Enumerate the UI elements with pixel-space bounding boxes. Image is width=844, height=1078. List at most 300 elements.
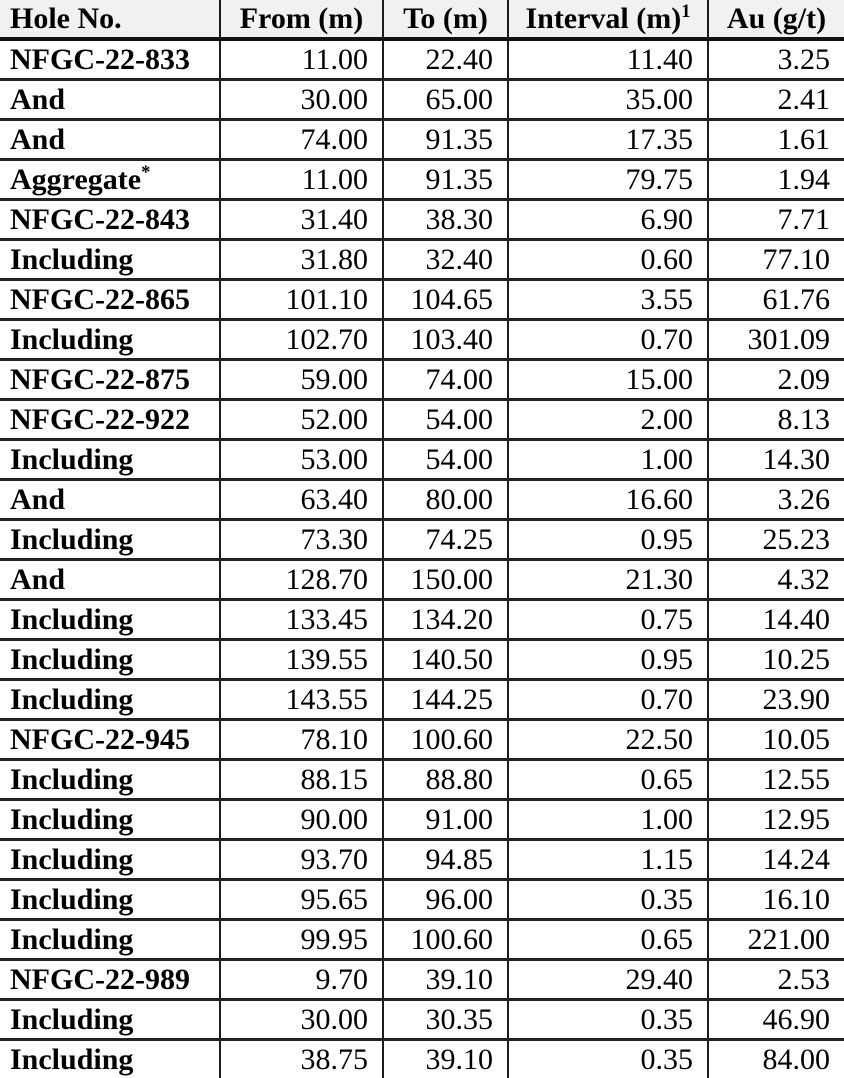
value-text: 0.35 [641, 883, 694, 916]
table-row [0, 640, 844, 680]
cell-hole [0, 560, 220, 600]
cell-interval [508, 960, 708, 1000]
cell-from [220, 640, 383, 680]
value-text: 140.50 [411, 643, 494, 676]
cell-from [220, 120, 383, 160]
cell-au [708, 320, 844, 360]
cell-from [220, 600, 383, 640]
value-text: 0.75 [641, 603, 694, 636]
cell-from [220, 160, 383, 200]
cell-hole [0, 80, 220, 120]
table-row [0, 39, 844, 80]
cell-au [708, 480, 844, 520]
cell-interval [508, 600, 708, 640]
cell-to [383, 800, 508, 840]
cell-au [708, 640, 844, 680]
value-text: 14.24 [763, 843, 831, 876]
cell-hole [0, 640, 220, 680]
value-text: 100.60 [411, 923, 494, 956]
value-text: 30.35 [426, 1003, 494, 1036]
hole-label: Including [10, 643, 133, 676]
cell-au [708, 960, 844, 1000]
cell-to [383, 760, 508, 800]
cell-hole [0, 800, 220, 840]
cell-interval [508, 160, 708, 200]
hole-label: Including [10, 843, 133, 876]
header-label: Interval (m) [525, 2, 681, 35]
value-text: 88.15 [301, 763, 369, 796]
cell-hole [0, 360, 220, 400]
cell-au [708, 880, 844, 920]
value-text: 16.60 [626, 483, 694, 516]
cell-au [708, 200, 844, 240]
value-text: 95.65 [301, 883, 369, 916]
header-row [0, 0, 844, 39]
table-row [0, 160, 844, 200]
cell-interval [508, 560, 708, 600]
header-cell-interval [508, 0, 708, 39]
value-text: 0.35 [641, 1003, 694, 1036]
cell-interval [508, 800, 708, 840]
cell-interval [508, 360, 708, 400]
value-text: 103.40 [411, 323, 494, 356]
hole-label: NFGC-22-989 [10, 963, 190, 996]
hole-label: Including [10, 1043, 133, 1076]
cell-to [383, 920, 508, 960]
table-row [0, 800, 844, 840]
cell-hole [0, 160, 220, 200]
value-text: 128.70 [286, 563, 369, 596]
hole-label: Including [10, 803, 133, 836]
value-text: 14.40 [763, 603, 831, 636]
value-text: 3.26 [778, 483, 831, 516]
value-text: 11.00 [302, 163, 368, 196]
cell-to [383, 280, 508, 320]
header-cell-from [220, 0, 383, 39]
value-text: 38.75 [301, 1043, 369, 1076]
table-row [0, 1040, 844, 1078]
table-row [0, 760, 844, 800]
hole-label: And [10, 123, 65, 156]
cell-to [383, 320, 508, 360]
value-text: 1.61 [778, 123, 831, 156]
cell-au [708, 80, 844, 120]
value-text: 139.55 [286, 643, 369, 676]
cell-interval [508, 920, 708, 960]
value-text: 0.65 [641, 923, 694, 956]
table-header [0, 0, 844, 39]
value-text: 90.00 [301, 803, 369, 836]
cell-interval [508, 320, 708, 360]
cell-interval [508, 480, 708, 520]
value-text: 29.40 [626, 963, 694, 996]
value-text: 63.40 [301, 483, 369, 516]
value-text: 143.55 [286, 683, 369, 716]
value-text: 3.25 [778, 43, 831, 76]
value-text: 11.40 [627, 43, 693, 76]
value-text: 22.50 [626, 723, 694, 756]
table-row [0, 440, 844, 480]
hole-label: Including [10, 683, 133, 716]
cell-to [383, 680, 508, 720]
table-row [0, 120, 844, 160]
cell-au [708, 760, 844, 800]
cell-to [383, 880, 508, 920]
cell-hole [0, 320, 220, 360]
header-label: Au (g/t) [727, 2, 826, 35]
value-text: 94.85 [426, 843, 494, 876]
cell-from [220, 680, 383, 720]
value-text: 15.00 [626, 363, 694, 396]
cell-interval [508, 760, 708, 800]
value-text: 8.13 [778, 403, 831, 436]
cell-interval [508, 1040, 708, 1078]
cell-from [220, 520, 383, 560]
cell-from [220, 240, 383, 280]
cell-interval [508, 400, 708, 440]
table-row [0, 360, 844, 400]
value-text: 7.71 [778, 203, 831, 236]
table-row [0, 400, 844, 440]
cell-hole [0, 280, 220, 320]
cell-au [708, 920, 844, 960]
cell-interval [508, 280, 708, 320]
table-row [0, 80, 844, 120]
cell-interval [508, 200, 708, 240]
value-text: 1.15 [641, 843, 694, 876]
cell-hole [0, 1040, 220, 1078]
value-text: 77.10 [763, 243, 831, 276]
cell-hole [0, 39, 220, 80]
value-text: 16.10 [763, 883, 831, 916]
value-text: 53.00 [301, 443, 369, 476]
value-text: 12.55 [763, 763, 831, 796]
hole-label: Including [10, 323, 133, 356]
value-text: 221.00 [748, 923, 831, 956]
value-text: 2.41 [778, 83, 831, 116]
value-text: 2.00 [641, 403, 694, 436]
value-text: 150.00 [411, 563, 494, 596]
cell-hole [0, 480, 220, 520]
cell-to [383, 720, 508, 760]
cell-to [383, 840, 508, 880]
table-row [0, 600, 844, 640]
value-text: 32.40 [426, 243, 494, 276]
cell-au [708, 400, 844, 440]
cell-to [383, 480, 508, 520]
value-text: 102.70 [286, 323, 369, 356]
cell-hole [0, 200, 220, 240]
value-text: 79.75 [626, 163, 694, 196]
value-text: 6.90 [641, 203, 694, 236]
cell-hole [0, 840, 220, 880]
value-text: 21.30 [626, 563, 694, 596]
value-text: 9.70 [316, 963, 369, 996]
cell-from [220, 920, 383, 960]
cell-to [383, 520, 508, 560]
value-text: 39.10 [426, 1043, 494, 1076]
cell-hole [0, 960, 220, 1000]
cell-from [220, 880, 383, 920]
table-row [0, 480, 844, 520]
cell-au [708, 680, 844, 720]
cell-to [383, 360, 508, 400]
value-text: 96.00 [426, 883, 494, 916]
table-row [0, 720, 844, 760]
value-text: 25.23 [763, 523, 831, 556]
cell-from [220, 840, 383, 880]
header-cell-hole [0, 0, 220, 39]
cell-from [220, 440, 383, 480]
value-text: 1.94 [778, 163, 831, 196]
cell-from [220, 80, 383, 120]
cell-interval [508, 840, 708, 880]
header-superscript: 1 [681, 1, 690, 22]
cell-interval [508, 640, 708, 680]
table-row [0, 320, 844, 360]
value-text: 2.09 [778, 363, 831, 396]
cell-to [383, 120, 508, 160]
table-row [0, 1000, 844, 1040]
hole-label: NFGC-22-833 [10, 43, 190, 76]
value-text: 0.65 [641, 763, 694, 796]
cell-to [383, 1040, 508, 1078]
cell-to [383, 160, 508, 200]
cell-au [708, 720, 844, 760]
cell-to [383, 960, 508, 1000]
value-text: 10.25 [763, 643, 831, 676]
value-text: 30.00 [301, 1003, 369, 1036]
value-text: 12.95 [763, 803, 831, 836]
cell-hole [0, 240, 220, 280]
hole-superscript: * [141, 162, 150, 183]
cell-au [708, 800, 844, 840]
value-text: 0.95 [641, 523, 694, 556]
value-text: 78.10 [301, 723, 369, 756]
table-row [0, 960, 844, 1000]
cell-au [708, 280, 844, 320]
cell-hole [0, 600, 220, 640]
table-row [0, 200, 844, 240]
cell-interval [508, 680, 708, 720]
value-text: 3.55 [641, 283, 694, 316]
cell-interval [508, 39, 708, 80]
hole-label: NFGC-22-922 [10, 403, 190, 436]
value-text: 11.00 [302, 43, 368, 76]
table-row [0, 920, 844, 960]
cell-from [220, 1000, 383, 1040]
value-text: 31.80 [301, 243, 369, 276]
value-text: 14.30 [763, 443, 831, 476]
cell-au [708, 360, 844, 400]
value-text: 84.00 [763, 1043, 831, 1076]
cell-hole [0, 120, 220, 160]
cell-from [220, 760, 383, 800]
hole-label: And [10, 83, 65, 116]
value-text: 73.30 [301, 523, 369, 556]
value-text: 88.80 [426, 763, 494, 796]
cell-hole [0, 720, 220, 760]
hole-label: Including [10, 883, 133, 916]
cell-to [383, 1000, 508, 1040]
cell-interval [508, 880, 708, 920]
cell-au [708, 120, 844, 160]
cell-hole [0, 440, 220, 480]
hole-label: Including [10, 243, 133, 276]
table-body [0, 39, 844, 1078]
table-row [0, 840, 844, 880]
hole-label: Including [10, 1003, 133, 1036]
value-text: 0.35 [641, 1043, 694, 1076]
cell-from [220, 1040, 383, 1078]
cell-to [383, 80, 508, 120]
cell-hole [0, 920, 220, 960]
cell-from [220, 400, 383, 440]
cell-from [220, 39, 383, 80]
cell-from [220, 320, 383, 360]
value-text: 144.25 [411, 683, 494, 716]
hole-label: Aggregate [10, 163, 141, 196]
cell-hole [0, 1000, 220, 1040]
cell-to [383, 440, 508, 480]
value-text: 17.35 [626, 123, 694, 156]
hole-label: NFGC-22-875 [10, 363, 190, 396]
value-text: 91.35 [426, 163, 494, 196]
value-text: 31.40 [301, 203, 369, 236]
cell-au [708, 840, 844, 880]
value-text: 39.10 [426, 963, 494, 996]
cell-hole [0, 520, 220, 560]
hole-label: NFGC-22-843 [10, 203, 190, 236]
value-text: 74.25 [426, 523, 494, 556]
cell-to [383, 240, 508, 280]
value-text: 10.05 [763, 723, 831, 756]
cell-to [383, 640, 508, 680]
cell-au [708, 240, 844, 280]
value-text: 2.53 [778, 963, 831, 996]
cell-au [708, 600, 844, 640]
header-cell-au [708, 0, 844, 39]
table-row [0, 520, 844, 560]
value-text: 91.00 [426, 803, 494, 836]
cell-hole [0, 680, 220, 720]
header-label: Hole No. [10, 2, 122, 35]
hole-label: And [10, 483, 65, 516]
value-text: 54.00 [426, 403, 494, 436]
hole-label: Including [10, 603, 133, 636]
value-text: 91.35 [426, 123, 494, 156]
value-text: 0.70 [641, 683, 694, 716]
cell-from [220, 200, 383, 240]
cell-au [708, 160, 844, 200]
value-text: 46.90 [763, 1003, 831, 1036]
value-text: 30.00 [301, 83, 369, 116]
value-text: 22.40 [426, 43, 494, 76]
cell-interval [508, 80, 708, 120]
cell-to [383, 200, 508, 240]
cell-from [220, 280, 383, 320]
value-text: 59.00 [301, 363, 369, 396]
cell-hole [0, 880, 220, 920]
value-text: 54.00 [426, 443, 494, 476]
value-text: 0.60 [641, 243, 694, 276]
cell-hole [0, 760, 220, 800]
cell-interval [508, 1000, 708, 1040]
cell-to [383, 39, 508, 80]
value-text: 93.70 [301, 843, 369, 876]
value-text: 38.30 [426, 203, 494, 236]
hole-label: NFGC-22-945 [10, 723, 190, 756]
value-text: 0.70 [641, 323, 694, 356]
cell-interval [508, 440, 708, 480]
value-text: 80.00 [426, 483, 494, 516]
value-text: 65.00 [426, 83, 494, 116]
cell-au [708, 520, 844, 560]
cell-from [220, 720, 383, 760]
cell-to [383, 400, 508, 440]
value-text: 52.00 [301, 403, 369, 436]
value-text: 23.90 [763, 683, 831, 716]
cell-from [220, 960, 383, 1000]
table-row [0, 560, 844, 600]
hole-label: NFGC-22-865 [10, 283, 190, 316]
value-text: 1.00 [641, 803, 694, 836]
cell-to [383, 560, 508, 600]
value-text: 100.60 [411, 723, 494, 756]
value-text: 1.00 [641, 443, 694, 476]
value-text: 301.09 [748, 323, 831, 356]
cell-from [220, 360, 383, 400]
hole-label: Including [10, 923, 133, 956]
hole-label: Including [10, 763, 133, 796]
header-label: To (m) [403, 2, 488, 35]
value-text: 61.76 [763, 283, 831, 316]
value-text: 0.95 [641, 643, 694, 676]
cell-au [708, 560, 844, 600]
table-row [0, 240, 844, 280]
table-row [0, 880, 844, 920]
cell-interval [508, 240, 708, 280]
cell-from [220, 480, 383, 520]
header-label: From (m) [240, 2, 364, 35]
table-row [0, 680, 844, 720]
value-text: 74.00 [301, 123, 369, 156]
cell-to [383, 600, 508, 640]
hole-label: Including [10, 443, 133, 476]
table-row [0, 280, 844, 320]
hole-label: Including [10, 523, 133, 556]
value-text: 104.65 [411, 283, 494, 316]
value-text: 99.95 [301, 923, 369, 956]
value-text: 4.32 [778, 563, 831, 596]
cell-interval [508, 120, 708, 160]
cell-interval [508, 520, 708, 560]
cell-hole [0, 400, 220, 440]
value-text: 74.00 [426, 363, 494, 396]
cell-au [708, 440, 844, 480]
value-text: 133.45 [286, 603, 369, 636]
cell-interval [508, 720, 708, 760]
cell-from [220, 800, 383, 840]
value-text: 101.10 [286, 283, 369, 316]
value-text: 35.00 [626, 83, 694, 116]
cell-from [220, 560, 383, 600]
header-cell-to [383, 0, 508, 39]
hole-label: And [10, 563, 65, 596]
value-text: 134.20 [411, 603, 494, 636]
cell-au [708, 1040, 844, 1078]
cell-au [708, 39, 844, 80]
